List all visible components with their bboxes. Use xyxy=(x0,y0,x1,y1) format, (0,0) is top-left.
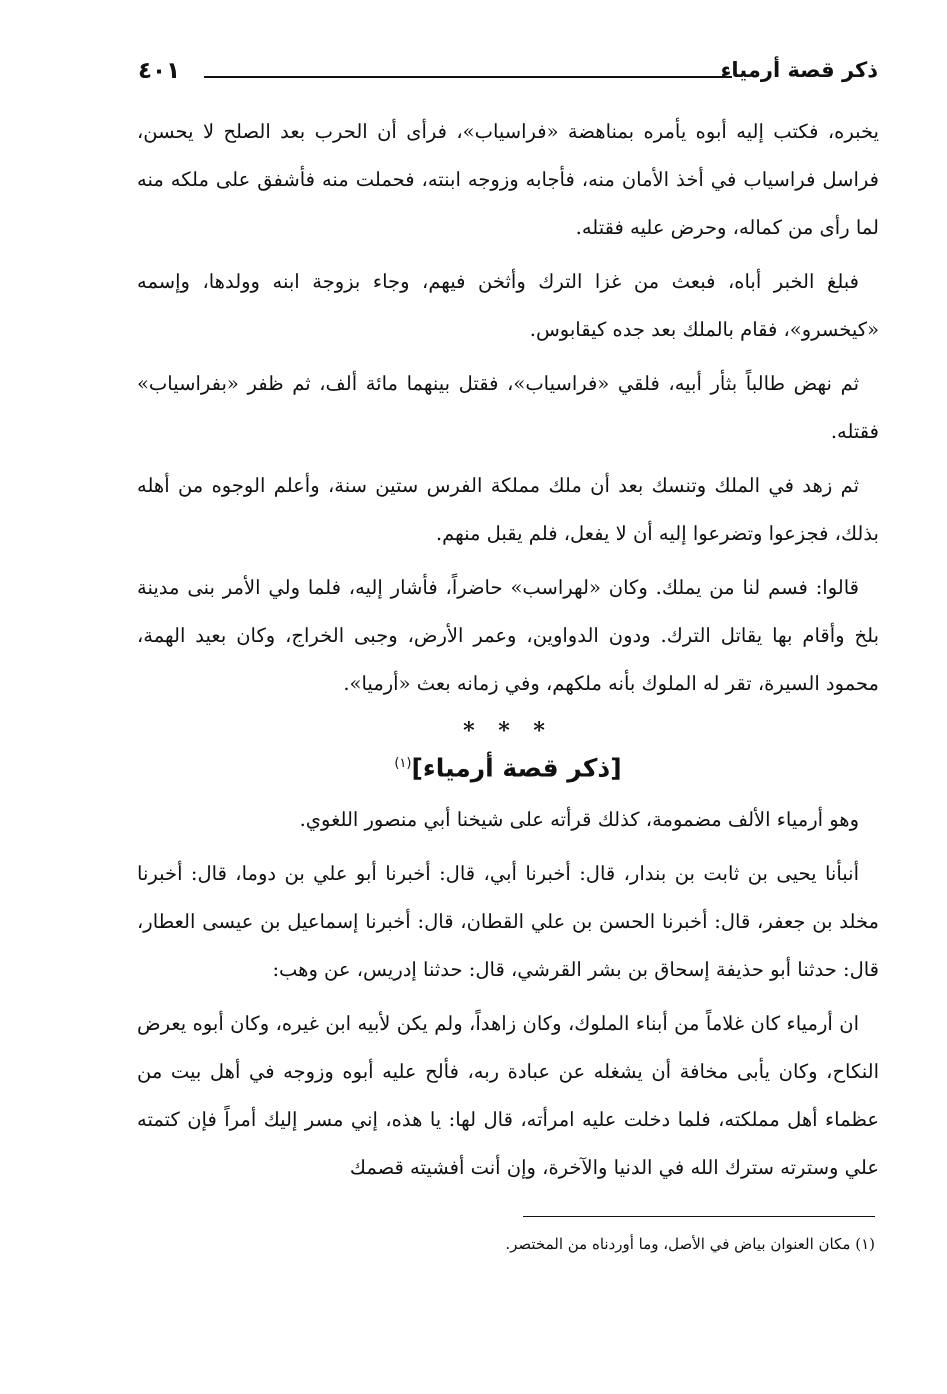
paragraph: أنبأنا يحيى بن ثابت بن بندار، قال: أخبرنا أبي، قال: أخبرنا أبو علي بن دوما، قال: أخبرنا مخلد بن جعفر، قال: أخبرنا الحسن بن علي القطان، قال: أخبرنا إسماعيل بن عيسى العطار، قال: حدثنا أبو حذيفة إسحاق بن بشر القرشي، قال: حدثنا إدريس، عن وهب: xyxy=(137,862,879,982)
main-text xyxy=(137,108,879,1198)
footnote: (١) مكان العنوان بياض في الأصل، وما أوردناه من المختصر. xyxy=(505,1235,875,1253)
section-separator: * * * xyxy=(463,718,553,744)
header-rule xyxy=(204,76,732,78)
footnote-reference: (١) xyxy=(394,756,412,771)
page-number: ٤٠١ xyxy=(138,58,181,84)
paragraph: ثم نهض طالباً بثأر أبيه، فلقي «فراسياب»، فقتل بينهما مائة ألف، ثم ظفر «بفراسياب» فقتله. xyxy=(137,372,879,443)
paragraph: وهو أرمياء الألف مضمومة، كذلك قرأته على شيخنا أبي منصور اللغوي. xyxy=(299,808,859,832)
paragraph: قالوا: فسم لنا من يملك. وكان «لهراسب» حاضراً، فأشار إليه، فلما ولي الأمر بنى مدينة بلخ وأقام بها يقاتل الترك. ودون الدواوين، وعمر الأرض، وجبى الخراج، وكان بعيد الهمة، محمود السيرة، تقر له الملوك بأنه ملكهم، وفي زمانه بعث «أرميا». xyxy=(137,576,879,695)
paragraph: ثم زهد في الملك وتنسك بعد أن ملك مملكة الفرس ستين سنة، وأعلم الوجوه من أهله بذلك، فجزعوا وتضرعوا إليه أن لا يفعل، فلم يقبل منهم. xyxy=(137,474,879,545)
section-heading xyxy=(137,744,879,788)
footnote-rule xyxy=(523,1216,875,1217)
paragraph: فبلغ الخبر أباه، فبعث من غزا الترك وأثخن فيهم، وجاء بزوجة ابنه وولدها، وإسمه «كيخسرو»، فقام بالملك بعد جده كيقابوس. xyxy=(137,270,879,341)
section-title: [ذكر قصة أرمياء] xyxy=(411,753,622,783)
paragraph: ان أرمياء كان غلاماً من أبناء الملوك، وكان زاهداً، ولم يكن لأبيه ابن غيره، وكان أبوه يعرض النكاح، وكان يأبى مخافة أن يشغله عن عبادة ربه، فألح عليه أبوه وزوجه في أهل بيت من عظماء أهل مملكته، فلما دخلت عليه امرأته، قال لها: يا هذه، إني مسر إليك أمراً فإن كتمته علي وسترته سترك الله في الدنيا والآخرة، وإن أنت أفشيته قصمك xyxy=(137,1012,879,1180)
paragraph: يخبره، فكتب إليه أبوه يأمره بمناهضة «فراسياب»، فرأى أن الحرب بعد الصلح لا يحسن، فراسل فراسياب في أخذ الأمان منه، فأجابه وزوجه ابنته، فحملت منه فأشفق على ملكه منه لما رأى من كماله، وحرض عليه فقتله. xyxy=(137,120,879,239)
running-title: ذكر قصة أرمياء xyxy=(720,58,878,82)
page-header xyxy=(138,56,878,96)
